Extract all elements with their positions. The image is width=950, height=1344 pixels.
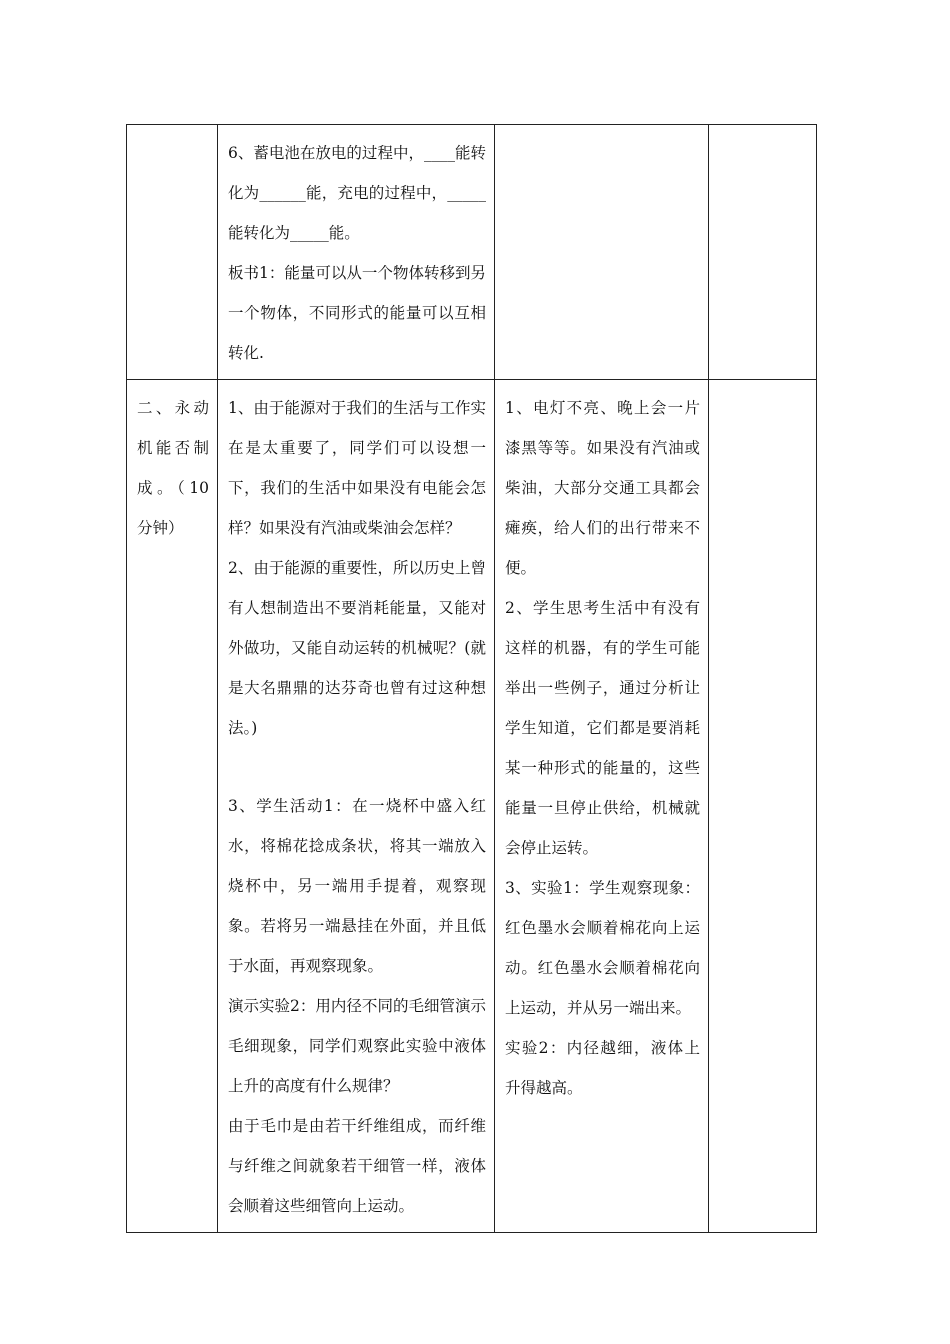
text-paragraph: 3、实验1：学生观察现象：红色墨水会顺着棉花向上运动。红色墨水会顺着棉花向上运动，并从另一端出来。	[505, 879, 700, 1017]
text-paragraph: 1、由于能源对于我们的生活与工作实在是太重要了，同学们可以设想一下，我们的生活中如果没有电能会怎样？如果没有汽油或柴油会怎样？	[228, 399, 486, 537]
notes-cell	[709, 380, 817, 1233]
stage-cell	[127, 380, 218, 1233]
text-paragraph: 由于毛巾是由若干纤维组成，而纤维与纤维之间就象若干细管一样，液体会顺着这些细管向上运动。	[228, 1117, 486, 1215]
teacher-activity-cell	[218, 125, 495, 380]
text-paragraph: 板书1：能量可以从一个物体转移到另一个物体，不同形式的能量可以互相转化.	[228, 264, 486, 362]
text-paragraph: 3、学生活动1：在一烧杯中盛入红水，将棉花捻成条状，将其一端放入烧杯中，另一端用手提着，观察现象。若将另一端悬挂在外面，并且低于水面，再观察现象。	[228, 797, 486, 975]
text-paragraph: 2、由于能源的重要性，所以历史上曾有人想制造出不要消耗能量，又能对外做功，又能自动运转的机械呢？(就是大名鼎鼎的达芬奇也曾有过这种想法。)	[228, 559, 486, 737]
table-row	[127, 125, 817, 380]
student-activity-cell	[495, 125, 709, 380]
student-activity-cell	[495, 380, 709, 1233]
teacher-activity-cell	[218, 380, 495, 1233]
table-row	[127, 380, 817, 1233]
text-paragraph: 6、蓄电池在放电的过程中，____能转化为______能，充电的过程中，_____能转化为_____能。	[228, 144, 486, 242]
text-paragraph: 实验2：内径越细，液体上升得越高。	[505, 1039, 700, 1097]
spacer	[228, 748, 486, 786]
text-paragraph: 1、电灯不亮、晚上会一片漆黑等等。如果没有汽油或柴油，大部分交通工具都会瘫痪，给人们的出行带来不便。	[505, 399, 700, 577]
stage-cell	[127, 125, 218, 380]
lesson-plan-table	[126, 124, 817, 1233]
text-paragraph: 演示实验2：用内径不同的毛细管演示毛细现象，同学们观察此实验中液体上升的高度有什么规律？	[228, 997, 486, 1095]
text-paragraph: 2、学生思考生活中有没有这样的机器，有的学生可能举出一些例子，通过分析让学生知道，它们都是要消耗某一种形式的能量的，这些能量一旦停止供给，机械就会停止运转。	[505, 599, 700, 857]
stage-label: 二、永动机能否制成。（10分钟）	[137, 399, 209, 537]
notes-cell	[709, 125, 817, 380]
